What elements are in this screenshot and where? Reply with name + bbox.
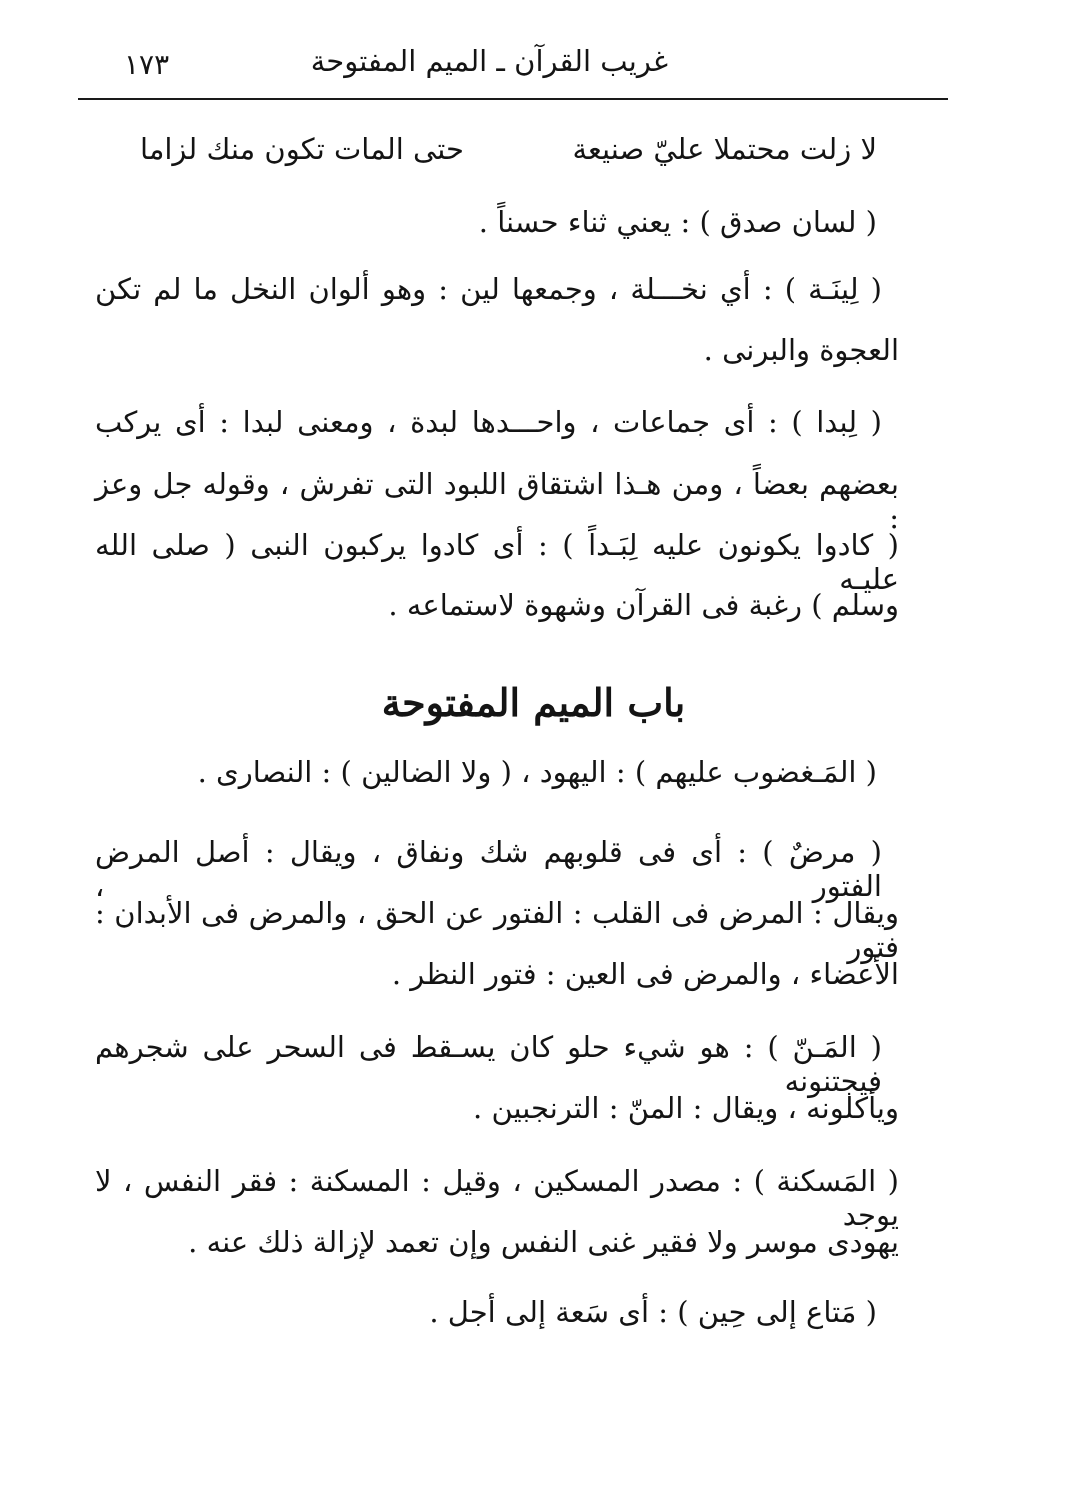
entry-libada-line-1: ( لِبدا ) : أى جماعات ، واحـــدها لبدة ، ومعنى لبدا : أى يركب	[95, 405, 882, 439]
entry-maskana-line-2: يهودى موسر ولا فقير غنى النفس وإن تعمد لإزالة ذلك عنه .	[188, 1225, 899, 1259]
verse-hemistich-left: حتى المات تكون منك لزاما	[140, 132, 464, 166]
running-title: غريب القرآن ـ الميم المفتوحة	[310, 44, 668, 78]
entry-maskana-line-1: ( المَسكنة ) : مصدر المسكين ، وقيل : المسكنة : فقر النفس ، لا يوجد	[95, 1164, 899, 1232]
entry-lina-line-2: العجوة والبرنى .	[703, 333, 899, 367]
entry-mataa: ( مَتاع إلى حِين ) : أى سَعة إلى أجل .	[429, 1295, 877, 1329]
entry-maghdub: ( المَـغضوب عليهم ) : اليهود ، ( ولا الضالين ) : النصارى .	[197, 755, 877, 789]
page-header	[78, 30, 948, 100]
entry-libada-line-3: ( كادوا يكونون عليه لِبَـداً ) : أى كادوا يركبون النبى ( صلى الله عليـه	[95, 528, 899, 596]
entry-marad-line-2: ويقال : المرض فى القلب : الفتور عن الحق ، والمرض فى الأبدان : فتور	[95, 896, 899, 964]
entry-mann-line-1: ( المَـنّ ) : هو شيء حلو كان يسـقط فى السحر على شجرهم فيجتنونه	[95, 1030, 882, 1098]
page-number: ١٧٣	[124, 48, 170, 81]
entry-mann-line-2: ويأكلونه ، ويقال : المنّ : الترنجبين .	[473, 1091, 899, 1125]
entry-marad-line-3: الأعضاء ، والمرض فى العين : فتور النظر .	[391, 957, 899, 991]
entry-libada-line-4: وسلم ) رغبة فى القرآن وشهوة لاستماعه .	[388, 588, 899, 622]
header-divider	[78, 98, 948, 100]
entry-lina-line-1: ( لِينَـة ) : أي نخـــلة ، وجمعها لين : وهو ألوان النخل ما لم تكن	[95, 272, 882, 306]
verse-hemistich-right: لا زلت محتملا عليّ صنيعة	[572, 132, 877, 166]
entry-marad-line-1: ( مرضٌ ) : أى فى قلوبهم شك ونفاق ، ويقال : أصل المرض الفتور ،	[95, 835, 882, 903]
section-heading: باب الميم المفتوحة	[381, 680, 686, 725]
entry-libada-line-2: بعضهم بعضاً ، ومن هـذا اشتقاق اللبود التى تفرش ، وقوله جل وعز :	[95, 467, 899, 535]
entry-lisan-sidq: ( لسان صدق ) : يعني ثناء حسناً .	[478, 205, 877, 239]
